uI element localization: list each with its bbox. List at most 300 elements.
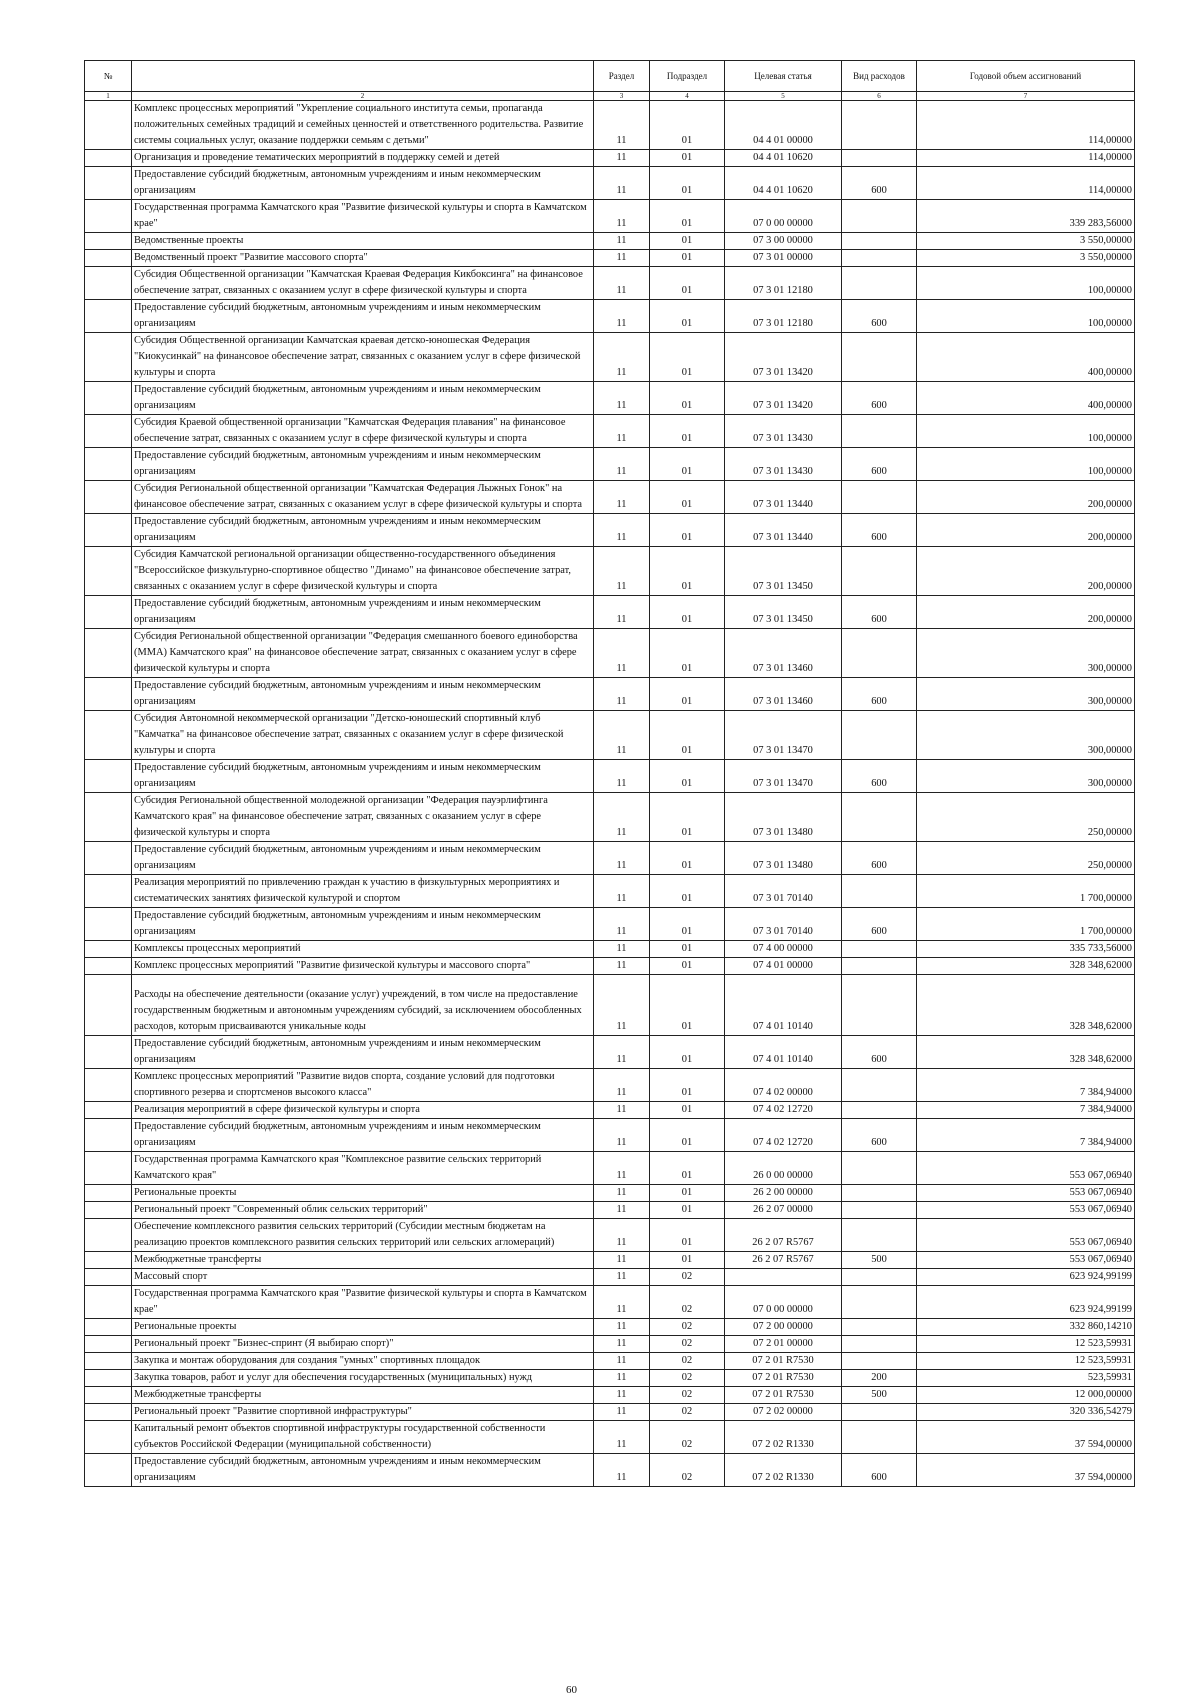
row-name: Реализация мероприятий в сфере физической культуры и спорта xyxy=(132,1102,594,1119)
header-col-sum: Годовой объем ассигнований xyxy=(917,61,1135,92)
row-vid xyxy=(842,1404,917,1421)
row-number xyxy=(85,629,132,678)
table-row xyxy=(85,1353,1135,1370)
row-vid xyxy=(842,1286,917,1319)
table-row xyxy=(85,448,1135,481)
row-statya: 07 3 01 13450 xyxy=(725,547,842,596)
row-vid: 600 xyxy=(842,596,917,629)
row-name: Предоставление субсидий бюджетным, автономным учреждениям и иным некоммерческим организациям xyxy=(132,167,594,200)
header-num: 2 xyxy=(132,92,594,101)
row-podrazdel: 02 xyxy=(650,1370,725,1387)
row-sum: 7 384,94000 xyxy=(917,1102,1135,1119)
row-statya: 07 2 01 R7530 xyxy=(725,1353,842,1370)
row-podrazdel: 01 xyxy=(650,596,725,629)
row-number xyxy=(85,958,132,975)
row-razdel: 11 xyxy=(594,1387,650,1404)
row-razdel: 11 xyxy=(594,200,650,233)
row-number xyxy=(85,711,132,760)
row-vid xyxy=(842,547,917,596)
row-statya: 07 4 02 00000 xyxy=(725,1069,842,1102)
row-sum: 250,00000 xyxy=(917,842,1135,875)
table-row xyxy=(85,1069,1135,1102)
row-razdel: 11 xyxy=(594,481,650,514)
row-vid xyxy=(842,233,917,250)
row-statya: 07 3 01 13450 xyxy=(725,596,842,629)
row-razdel: 11 xyxy=(594,1219,650,1252)
header-col-no: № xyxy=(85,61,132,92)
table-row xyxy=(85,1152,1135,1185)
row-statya: 04 4 01 10620 xyxy=(725,150,842,167)
row-podrazdel: 01 xyxy=(650,1185,725,1202)
row-number xyxy=(85,200,132,233)
table-row xyxy=(85,1252,1135,1269)
row-sum: 339 283,56000 xyxy=(917,200,1135,233)
row-name: Субсидия Региональной общественной организации "Федерация смешанного боевого единоборства (ММА) Камчатского края" на финансовое обеспечение затрат, связанных с оказанием услуг в сфере физической культуры и спорта xyxy=(132,629,594,678)
table-row xyxy=(85,711,1135,760)
table-row xyxy=(85,267,1135,300)
row-podrazdel: 02 xyxy=(650,1421,725,1454)
table-row xyxy=(85,1269,1135,1286)
table-body xyxy=(85,101,1135,1487)
row-razdel: 11 xyxy=(594,875,650,908)
row-number xyxy=(85,101,132,150)
row-sum: 553 067,06940 xyxy=(917,1202,1135,1219)
row-razdel: 11 xyxy=(594,1454,650,1487)
row-statya: 07 4 02 12720 xyxy=(725,1119,842,1152)
row-name: Комплекс процессных мероприятий "Развитие физической культуры и массового спорта" xyxy=(132,958,594,975)
table-header xyxy=(85,61,1135,101)
row-number xyxy=(85,1269,132,1286)
row-name: Региональный проект "Бизнес-спринт (Я выбираю спорт)" xyxy=(132,1336,594,1353)
row-name: Региональные проекты xyxy=(132,1185,594,1202)
row-sum: 3 550,00000 xyxy=(917,233,1135,250)
row-podrazdel: 01 xyxy=(650,448,725,481)
row-vid xyxy=(842,1202,917,1219)
row-name: Расходы на обеспечение деятельности (оказание услуг) учреждений, в том числе на предоставление государственным бюджетным и автономным учреждениям субсидий, за исключением обособленных расходов, которым присваиваются уникальные коды xyxy=(132,975,594,1036)
row-vid: 600 xyxy=(842,908,917,941)
row-vid xyxy=(842,793,917,842)
row-sum: 37 594,00000 xyxy=(917,1454,1135,1487)
row-sum: 400,00000 xyxy=(917,333,1135,382)
row-vid: 600 xyxy=(842,300,917,333)
row-razdel: 11 xyxy=(594,842,650,875)
row-vid xyxy=(842,1152,917,1185)
row-name: Государственная программа Камчатского края "Развитие физической культуры и спорта в Камчатском крае" xyxy=(132,200,594,233)
budget-table xyxy=(84,60,1135,1487)
row-statya: 04 4 01 10620 xyxy=(725,167,842,200)
row-razdel: 11 xyxy=(594,1036,650,1069)
row-number xyxy=(85,267,132,300)
row-number xyxy=(85,382,132,415)
row-podrazdel: 01 xyxy=(650,150,725,167)
row-sum: 100,00000 xyxy=(917,415,1135,448)
row-sum: 553 067,06940 xyxy=(917,1152,1135,1185)
row-razdel: 11 xyxy=(594,514,650,547)
row-razdel: 11 xyxy=(594,1185,650,1202)
row-sum: 623 924,99199 xyxy=(917,1286,1135,1319)
table-row xyxy=(85,200,1135,233)
row-statya: 26 2 00 00000 xyxy=(725,1185,842,1202)
row-vid: 600 xyxy=(842,514,917,547)
row-vid xyxy=(842,150,917,167)
row-podrazdel: 01 xyxy=(650,1102,725,1119)
table-row xyxy=(85,101,1135,150)
row-sum: 7 384,94000 xyxy=(917,1069,1135,1102)
row-podrazdel: 01 xyxy=(650,678,725,711)
row-statya: 07 3 01 13460 xyxy=(725,629,842,678)
row-sum: 12 000,00000 xyxy=(917,1387,1135,1404)
row-vid: 600 xyxy=(842,1454,917,1487)
row-sum: 250,00000 xyxy=(917,793,1135,842)
row-podrazdel: 01 xyxy=(650,233,725,250)
row-vid xyxy=(842,975,917,1036)
row-sum: 335 733,56000 xyxy=(917,941,1135,958)
row-statya: 07 3 01 13480 xyxy=(725,793,842,842)
row-number xyxy=(85,1219,132,1252)
row-name: Предоставление субсидий бюджетным, автономным учреждениям и иным некоммерческим организациям xyxy=(132,908,594,941)
header-num: 7 xyxy=(917,92,1135,101)
table-row xyxy=(85,150,1135,167)
row-vid xyxy=(842,711,917,760)
table-row xyxy=(85,1404,1135,1421)
row-vid xyxy=(842,200,917,233)
table-row xyxy=(85,1387,1135,1404)
row-number xyxy=(85,793,132,842)
row-sum: 553 067,06940 xyxy=(917,1185,1135,1202)
row-number xyxy=(85,596,132,629)
row-podrazdel: 01 xyxy=(650,842,725,875)
table-row xyxy=(85,941,1135,958)
row-number xyxy=(85,167,132,200)
row-number xyxy=(85,678,132,711)
row-number xyxy=(85,547,132,596)
table-row xyxy=(85,1185,1135,1202)
row-sum: 320 336,54279 xyxy=(917,1404,1135,1421)
row-razdel: 11 xyxy=(594,711,650,760)
row-statya: 07 2 01 R7530 xyxy=(725,1387,842,1404)
row-razdel: 11 xyxy=(594,1152,650,1185)
row-razdel: 11 xyxy=(594,333,650,382)
row-podrazdel: 02 xyxy=(650,1319,725,1336)
row-razdel: 11 xyxy=(594,1353,650,1370)
row-sum: 332 860,14210 xyxy=(917,1319,1135,1336)
row-sum: 12 523,59931 xyxy=(917,1336,1135,1353)
row-podrazdel: 01 xyxy=(650,333,725,382)
row-sum: 200,00000 xyxy=(917,481,1135,514)
row-vid: 500 xyxy=(842,1387,917,1404)
row-number xyxy=(85,250,132,267)
row-name: Комплекс процессных мероприятий "Развитие видов спорта, создание условий для подготовки спортивного резерва и спортсменов высокого класса" xyxy=(132,1069,594,1102)
row-vid: 600 xyxy=(842,1119,917,1152)
row-vid xyxy=(842,1219,917,1252)
row-sum: 114,00000 xyxy=(917,167,1135,200)
row-number xyxy=(85,760,132,793)
row-sum: 3 550,00000 xyxy=(917,250,1135,267)
row-podrazdel: 01 xyxy=(650,1119,725,1152)
row-podrazdel: 01 xyxy=(650,167,725,200)
row-name: Реализация мероприятий по привлечению граждан к участию в физкультурных мероприятиях и систематических занятиях физической культурой и спортом xyxy=(132,875,594,908)
row-statya: 07 3 01 00000 xyxy=(725,250,842,267)
row-number xyxy=(85,875,132,908)
row-razdel: 11 xyxy=(594,415,650,448)
row-podrazdel: 01 xyxy=(650,1152,725,1185)
row-number xyxy=(85,1252,132,1269)
row-statya: 07 2 02 R1330 xyxy=(725,1421,842,1454)
row-razdel: 11 xyxy=(594,1119,650,1152)
row-razdel: 11 xyxy=(594,267,650,300)
row-razdel: 11 xyxy=(594,167,650,200)
row-vid: 500 xyxy=(842,1252,917,1269)
row-name: Региональный проект "Развитие спортивной инфраструктуры" xyxy=(132,1404,594,1421)
row-podrazdel: 01 xyxy=(650,101,725,150)
row-podrazdel: 01 xyxy=(650,908,725,941)
row-sum: 200,00000 xyxy=(917,514,1135,547)
row-vid: 600 xyxy=(842,1036,917,1069)
row-number xyxy=(85,1421,132,1454)
row-podrazdel: 01 xyxy=(650,629,725,678)
row-statya: 07 2 00 00000 xyxy=(725,1319,842,1336)
row-vid: 200 xyxy=(842,1370,917,1387)
row-name: Обеспечение комплексного развития сельских территорий (Субсидии местным бюджетам на реализацию проектов комплексного развития сельских территорий или сельских агломераций) xyxy=(132,1219,594,1252)
row-sum: 12 523,59931 xyxy=(917,1353,1135,1370)
row-vid xyxy=(842,1336,917,1353)
row-statya: 07 3 00 00000 xyxy=(725,233,842,250)
row-statya: 07 3 01 13480 xyxy=(725,842,842,875)
row-sum: 400,00000 xyxy=(917,382,1135,415)
row-name: Государственная программа Камчатского края "Комплексное развитие сельских территорий Камчатского края" xyxy=(132,1152,594,1185)
table-row xyxy=(85,415,1135,448)
row-name: Субсидия Региональной общественной молодежной организации "Федерация пауэрлифтинга Камчатского края" на финансовое обеспечение затрат, связанных с оказанием услуг в сфере физической культуры и спорта xyxy=(132,793,594,842)
row-statya: 07 2 02 00000 xyxy=(725,1404,842,1421)
row-razdel: 11 xyxy=(594,941,650,958)
row-statya: 07 4 00 00000 xyxy=(725,941,842,958)
row-podrazdel: 01 xyxy=(650,793,725,842)
row-vid: 600 xyxy=(842,448,917,481)
row-sum: 200,00000 xyxy=(917,596,1135,629)
row-sum: 114,00000 xyxy=(917,150,1135,167)
row-podrazdel: 02 xyxy=(650,1404,725,1421)
row-razdel: 11 xyxy=(594,975,650,1036)
row-number xyxy=(85,1454,132,1487)
row-statya: 07 4 01 10140 xyxy=(725,975,842,1036)
row-sum: 100,00000 xyxy=(917,448,1135,481)
row-name: Субсидия Камчатской региональной организации общественно-государственного объединения "Всероссийское физкультурно-спортивное общество "Динамо" на финансовое обеспечение затрат, связанных с оказанием услуг в сфере физической культуры и спорта xyxy=(132,547,594,596)
row-razdel: 11 xyxy=(594,1069,650,1102)
row-name: Субсидия Региональной общественной организации "Камчатская Федерация Лыжных Гонок" на финансовое обеспечение затрат, связанных с оказанием услуг в сфере физической культуры и спорта xyxy=(132,481,594,514)
row-name: Капитальный ремонт объектов спортивной инфраструктуры государственной собственности субъектов Российской Федерации (муниципальной собственности) xyxy=(132,1421,594,1454)
row-vid: 600 xyxy=(842,678,917,711)
table-row xyxy=(85,760,1135,793)
table-row xyxy=(85,1036,1135,1069)
row-statya: 07 0 00 00000 xyxy=(725,1286,842,1319)
table-row xyxy=(85,1454,1135,1487)
row-name: Предоставление субсидий бюджетным, автономным учреждениям и иным некоммерческим организациям xyxy=(132,382,594,415)
table-row xyxy=(85,596,1135,629)
row-podrazdel: 01 xyxy=(650,481,725,514)
row-sum: 300,00000 xyxy=(917,711,1135,760)
row-podrazdel: 01 xyxy=(650,941,725,958)
row-vid xyxy=(842,941,917,958)
row-razdel: 11 xyxy=(594,1269,650,1286)
row-razdel: 11 xyxy=(594,678,650,711)
table-row xyxy=(85,1336,1135,1353)
table-row xyxy=(85,1286,1135,1319)
row-statya: 04 4 01 00000 xyxy=(725,101,842,150)
row-razdel: 11 xyxy=(594,547,650,596)
row-number xyxy=(85,233,132,250)
row-podrazdel: 01 xyxy=(650,958,725,975)
row-razdel: 11 xyxy=(594,448,650,481)
row-razdel: 11 xyxy=(594,1252,650,1269)
row-podrazdel: 01 xyxy=(650,300,725,333)
row-sum: 300,00000 xyxy=(917,760,1135,793)
row-podrazdel: 01 xyxy=(650,200,725,233)
row-statya: 07 3 01 13470 xyxy=(725,711,842,760)
row-vid xyxy=(842,250,917,267)
row-razdel: 11 xyxy=(594,250,650,267)
row-podrazdel: 01 xyxy=(650,875,725,908)
row-statya: 26 2 07 00000 xyxy=(725,1202,842,1219)
table-row xyxy=(85,1219,1135,1252)
header-num: 3 xyxy=(594,92,650,101)
row-number xyxy=(85,1202,132,1219)
row-name: Региональные проекты xyxy=(132,1319,594,1336)
row-razdel: 11 xyxy=(594,1319,650,1336)
row-name: Предоставление субсидий бюджетным, автономным учреждениям и иным некоммерческим организациям xyxy=(132,514,594,547)
row-vid xyxy=(842,958,917,975)
row-name: Субсидия Автономной некоммерческой организации "Детско-юношеский спортивный клуб "Камчатка" на финансовое обеспечение затрат, связанных с оказанием услуг в сфере физической культуры и спорта xyxy=(132,711,594,760)
row-vid xyxy=(842,1185,917,1202)
table-row xyxy=(85,908,1135,941)
row-vid xyxy=(842,629,917,678)
row-statya: 07 3 01 13440 xyxy=(725,514,842,547)
document-page xyxy=(84,60,1134,1487)
row-vid xyxy=(842,267,917,300)
row-podrazdel: 01 xyxy=(650,1219,725,1252)
row-statya: 07 3 01 13430 xyxy=(725,448,842,481)
row-vid xyxy=(842,1353,917,1370)
row-sum: 328 348,62000 xyxy=(917,958,1135,975)
row-razdel: 11 xyxy=(594,382,650,415)
row-podrazdel: 01 xyxy=(650,1252,725,1269)
row-statya: 07 3 01 13430 xyxy=(725,415,842,448)
page-number: 60 xyxy=(566,1684,577,1696)
row-number xyxy=(85,415,132,448)
row-sum: 553 067,06940 xyxy=(917,1252,1135,1269)
row-sum: 623 924,99199 xyxy=(917,1269,1135,1286)
row-statya: 07 4 01 10140 xyxy=(725,1036,842,1069)
row-name: Государственная программа Камчатского края "Развитие физической культуры и спорта в Камчатском крае" xyxy=(132,1286,594,1319)
row-vid xyxy=(842,333,917,382)
row-number xyxy=(85,1336,132,1353)
row-name: Предоставление субсидий бюджетным, автономным учреждениям и иным некоммерческим организациям xyxy=(132,842,594,875)
row-razdel: 11 xyxy=(594,793,650,842)
row-podrazdel: 01 xyxy=(650,547,725,596)
row-number xyxy=(85,1102,132,1119)
row-vid: 600 xyxy=(842,167,917,200)
row-number xyxy=(85,941,132,958)
row-name: Комплекс процессных мероприятий "Укрепление социального института семьи, пропаганда положительных семейных традиций и семейных ценностей и ответственного родительства. Развитие системы социальных услуг, оказание поддержки семьям с детьми" xyxy=(132,101,594,150)
row-name: Ведомственные проекты xyxy=(132,233,594,250)
row-podrazdel: 01 xyxy=(650,514,725,547)
row-razdel: 11 xyxy=(594,300,650,333)
header-col-statya: Целевая статья xyxy=(725,61,842,92)
row-number xyxy=(85,1370,132,1387)
row-vid xyxy=(842,1319,917,1336)
row-sum: 200,00000 xyxy=(917,547,1135,596)
header-col-razdel: Раздел xyxy=(594,61,650,92)
row-name: Закупка товаров, работ и услуг для обеспечения государственных (муниципальных) нужд xyxy=(132,1370,594,1387)
row-podrazdel: 02 xyxy=(650,1387,725,1404)
row-name: Межбюджетные трансферты xyxy=(132,1252,594,1269)
row-razdel: 11 xyxy=(594,596,650,629)
row-sum: 1 700,00000 xyxy=(917,875,1135,908)
row-name: Предоставление субсидий бюджетным, автономным учреждениям и иным некоммерческим организациям xyxy=(132,1036,594,1069)
table-row xyxy=(85,1319,1135,1336)
row-podrazdel: 01 xyxy=(650,1202,725,1219)
row-number xyxy=(85,514,132,547)
row-name: Организация и проведение тематических мероприятий в поддержку семей и детей xyxy=(132,150,594,167)
row-statya: 07 3 01 13470 xyxy=(725,760,842,793)
row-sum: 1 700,00000 xyxy=(917,908,1135,941)
row-razdel: 11 xyxy=(594,1202,650,1219)
row-podrazdel: 02 xyxy=(650,1336,725,1353)
row-vid xyxy=(842,101,917,150)
row-podrazdel: 01 xyxy=(650,382,725,415)
row-number xyxy=(85,333,132,382)
row-sum: 100,00000 xyxy=(917,267,1135,300)
row-vid xyxy=(842,875,917,908)
row-statya: 26 2 07 R5767 xyxy=(725,1219,842,1252)
row-vid xyxy=(842,415,917,448)
row-name: Субсидия Краевой общественной организации "Камчатская Федерация плавания" на финансовое обеспечение затрат, связанных с оказанием услуг в сфере физической культуры и спорта xyxy=(132,415,594,448)
table-row xyxy=(85,793,1135,842)
row-vid xyxy=(842,1069,917,1102)
row-name: Предоставление субсидий бюджетным, автономным учреждениям и иным некоммерческим организациям xyxy=(132,596,594,629)
row-statya: 07 3 01 70140 xyxy=(725,908,842,941)
table-row xyxy=(85,1119,1135,1152)
row-name: Межбюджетные трансферты xyxy=(132,1387,594,1404)
table-row xyxy=(85,167,1135,200)
row-statya: 07 3 01 12180 xyxy=(725,267,842,300)
row-statya: 07 3 01 13420 xyxy=(725,333,842,382)
row-number xyxy=(85,481,132,514)
table-row xyxy=(85,1102,1135,1119)
row-statya: 07 4 01 00000 xyxy=(725,958,842,975)
row-razdel: 11 xyxy=(594,101,650,150)
row-razdel: 11 xyxy=(594,1336,650,1353)
row-number xyxy=(85,1286,132,1319)
row-sum: 114,00000 xyxy=(917,101,1135,150)
row-statya: 07 3 01 13440 xyxy=(725,481,842,514)
row-podrazdel: 01 xyxy=(650,1069,725,1102)
row-number xyxy=(85,448,132,481)
row-sum: 523,59931 xyxy=(917,1370,1135,1387)
table-row xyxy=(85,1370,1135,1387)
row-podrazdel: 01 xyxy=(650,415,725,448)
row-name: Предоставление субсидий бюджетным, автономным учреждениям и иным некоммерческим организациям xyxy=(132,760,594,793)
table-row xyxy=(85,958,1135,975)
table-row xyxy=(85,333,1135,382)
row-podrazdel: 02 xyxy=(650,1454,725,1487)
table-row xyxy=(85,250,1135,267)
table-row xyxy=(85,481,1135,514)
row-name: Предоставление субсидий бюджетным, автономным учреждениям и иным некоммерческим организациям xyxy=(132,678,594,711)
header-col-vid: Вид расходов xyxy=(842,61,917,92)
row-razdel: 11 xyxy=(594,1404,650,1421)
row-name: Ведомственный проект "Развитие массового спорта" xyxy=(132,250,594,267)
table-row xyxy=(85,842,1135,875)
